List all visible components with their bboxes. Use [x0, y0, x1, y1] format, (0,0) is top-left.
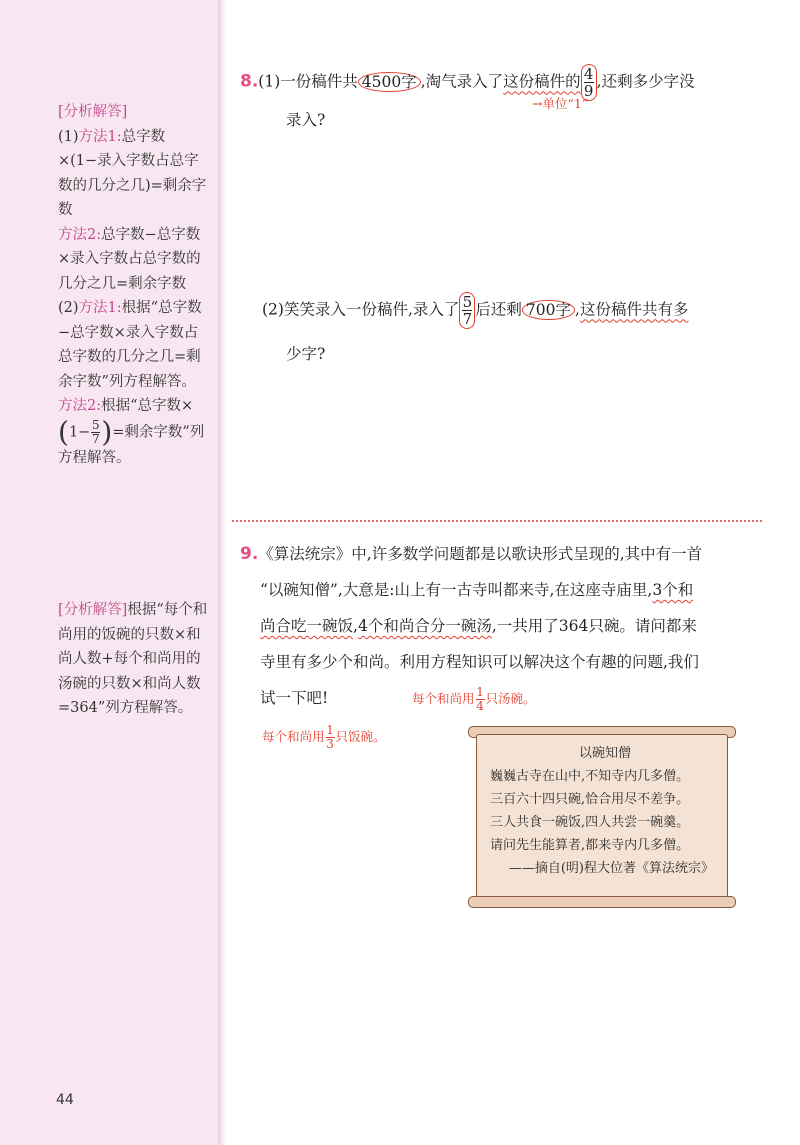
scroll-rod-bottom [468, 896, 736, 908]
frac-den: 9 [583, 82, 594, 100]
paren-close: ) [101, 414, 113, 448]
ann-soup-text-a: 每个和尚用 [412, 691, 475, 706]
ann-rice-text-b: 只饭碗。 [335, 729, 386, 744]
frac-den: 7 [91, 431, 100, 446]
page-number: 44 [56, 1092, 74, 1108]
poem-line: 请问先生能算者,都来寺内几多僧。 [490, 838, 690, 853]
frac-num: 4 [583, 65, 594, 83]
p2-method2-text-b: =剩余字数”列方程解答。 [58, 424, 205, 466]
fraction-five-sevenths [91, 419, 100, 446]
poem-title: 以碗知僧 [578, 746, 631, 761]
circled-fraction-five-sevenths [459, 292, 475, 329]
question-number: 8. [240, 71, 259, 92]
q9-line4: 寺里有多少个和尚。利用方程知识可以解决这个有趣的问题,我们 [260, 653, 699, 671]
note-text: 根据“每个和尚用的饭碗的只数×和尚人数+每个和尚用的汤碗的只数×和尚人数=364”列方程解答。 [58, 602, 208, 716]
note-part2-prefix: (2) [58, 300, 79, 316]
method2-label: 方法2: [58, 226, 102, 243]
q9-comma: , [353, 617, 358, 635]
q8-p2-text-b: 后还剩 [475, 300, 522, 319]
wavy-total-words: 这份稿件共有多 [579, 300, 689, 319]
ann-rice-text-a: 每个和尚用 [262, 729, 325, 744]
note-heading: [分析解答] [58, 602, 128, 618]
annotation-soup-bowl [412, 686, 536, 713]
q9-line5: 试一下吧! [260, 689, 329, 707]
wavy-share-soup: 4个和尚合分一碗汤 [357, 617, 492, 635]
q9-text-l2: “以碗知僧”,大意是:山上有一古寺叫都来寺,在这座寺庙里, [260, 581, 653, 599]
poem-line: 三人共食一碗饭,四人共尝一碗羹。 [490, 815, 690, 830]
q9-text-l1: 《算法统宗》中,许多数学问题都是以歌诀形式呈现的,其中有一首 [258, 545, 703, 563]
frac-num: 1 [476, 685, 484, 699]
wavy-this-manuscript: 这份稿件的 [503, 72, 581, 91]
q8-p1-text-a: (1)一份稿件共 [258, 72, 358, 91]
q8-p2-text-a: (2)笑笑录入一份稿件,录入了 [262, 300, 460, 319]
wavy-three-monks: 3个和 [652, 581, 694, 599]
wavy-share-rice: 尚合吃一碗饭 [260, 617, 354, 635]
p2-method2-label: 方法2: [58, 398, 102, 414]
q9-line2 [260, 578, 693, 600]
frac-num: 5 [91, 417, 100, 432]
p2-method2-text-a: 根据“总字数× [101, 398, 194, 414]
ann-soup-text-b: 只汤碗。 [485, 691, 536, 706]
frac-num: 5 [462, 293, 473, 311]
q8-p2-comma: , [575, 300, 580, 319]
analysis-note-q8 [58, 100, 210, 470]
method1-label: 方法1: [78, 128, 122, 145]
fraction-one-quarter [476, 686, 485, 713]
frac-den: 7 [462, 310, 473, 328]
fraction-one-third [326, 724, 335, 751]
poem-text [490, 742, 720, 880]
q9-line3 [260, 614, 697, 636]
q8-part2-line1 [262, 292, 688, 329]
annotation-unit-one: →单位“1” [532, 96, 589, 111]
page-spine [218, 0, 226, 1145]
poem-source: ——摘自(明)程大位著《算法统宗》 [508, 861, 714, 876]
poem-line: 巍巍古寺在山中,不知寺内几多僧。 [490, 769, 690, 784]
method1-text: 总字数×(1−录入字数占总字数的几分之几)=剩余字数 [58, 128, 207, 218]
frac-den: 4 [476, 699, 484, 713]
one-minus: 1− [68, 424, 91, 440]
paren-open: ( [58, 414, 69, 448]
q9-line1 [240, 542, 702, 564]
annotation-rice-bowl [262, 724, 386, 751]
poem-scroll [468, 726, 736, 908]
question-number: 9. [240, 544, 259, 564]
analysis-note-q9 [58, 598, 210, 721]
section-divider [232, 520, 762, 522]
q8-part1-line2: 录入? [286, 111, 326, 129]
circled-700: 700字 [522, 300, 575, 320]
frac-den: 3 [326, 737, 334, 751]
p2-method1-label: 方法1: [78, 300, 122, 316]
q8-p1-text-c: ,还剩多少字没 [596, 72, 695, 91]
frac-num: 1 [326, 723, 334, 737]
q9-text-l3: ,一共用了364只碗。请问都来 [491, 617, 697, 635]
circled-4500: 4500字 [358, 72, 421, 92]
q8-p1-text-b: ,淘气录入了 [420, 72, 504, 91]
poem-line: 三百六十四只碗,恰合用尽不差争。 [490, 792, 690, 807]
method2-text: 总字数−总字数×录入字数占总字数的几分之几=剩余字数 [58, 226, 201, 292]
note-heading: [分析解答] [58, 104, 128, 120]
note-part1-prefix: (1) [58, 128, 79, 145]
q8-part2-line2: 少字? [286, 345, 326, 363]
q8-part1-line1 [240, 64, 695, 101]
p2-method1-text: 根据“总字数−总字数×录入字数占总字数的几分之几=剩余字数”列方程解答。 [58, 300, 202, 390]
